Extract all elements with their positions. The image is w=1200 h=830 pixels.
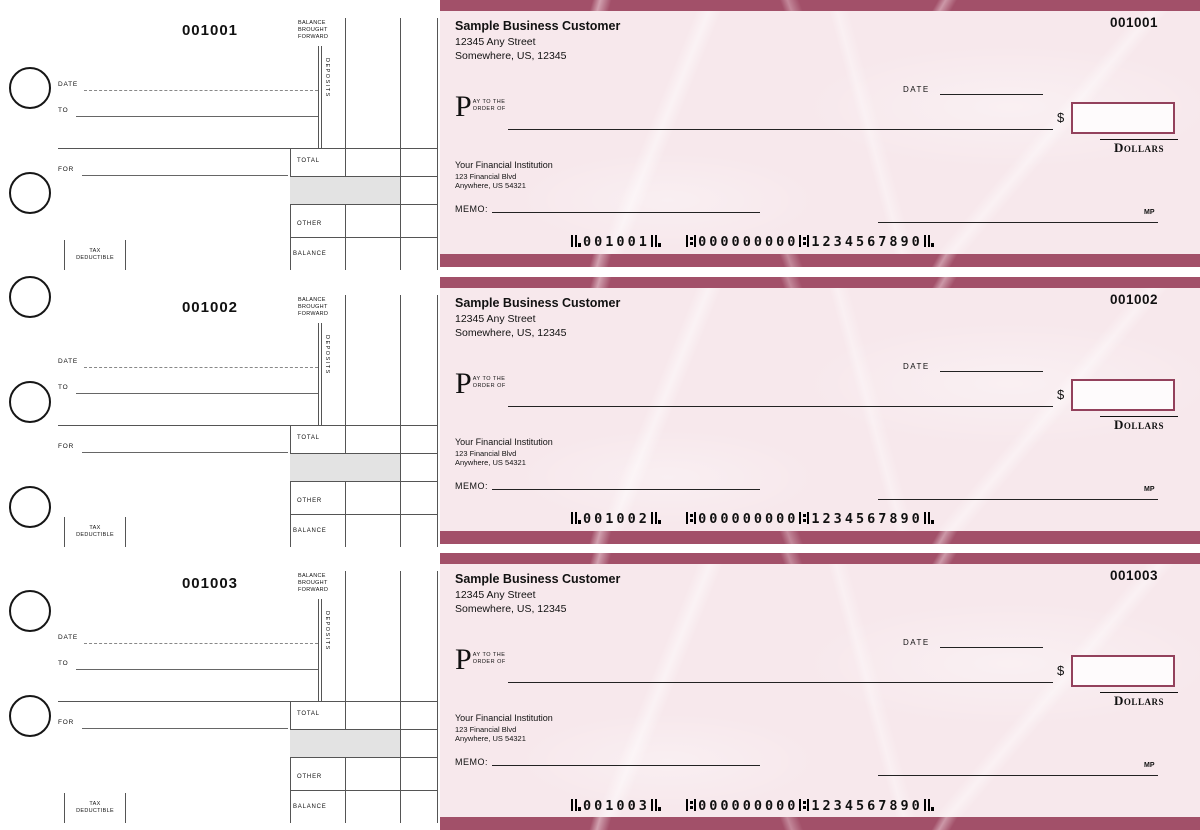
bbf-line: BALANCE [298,20,326,26]
order-of-label: ORDER OF [472,382,506,389]
stub-shaded-cell [290,454,400,481]
deposits-label: DEPOSITS [324,611,330,652]
signature-line [878,207,1158,223]
punch-hole [9,486,51,528]
date-label: DATE [903,361,930,371]
payer-address-line2: Somewhere, US, 12345 [455,326,567,339]
stub-row-divider [290,481,437,482]
marble-band-bottom [440,531,1200,544]
check-row [0,0,1200,277]
bbf-line: BROUGHT [298,580,328,587]
date-line [940,632,1043,648]
stub-date-label: DATE [58,634,79,642]
memo-line [492,474,760,490]
date-line [940,356,1043,372]
punch-hole [9,172,51,214]
stub-column-divider [400,18,401,270]
punch-hole [9,276,51,318]
balance-brought-forward-label [298,573,328,594]
check-stub [0,0,440,277]
stub-row-divider [290,790,437,791]
pay-to-order-lines [473,99,506,122]
bbf-line: BALANCE [298,573,326,580]
micr-line: 001002 000000000 1234567890 [570,511,936,527]
pay-to-the-label: AY TO THE [472,99,506,105]
stub-column-divider [345,295,346,547]
stub-for-line [82,728,288,729]
check-stub [0,277,440,554]
stub-deposits-divider [321,599,322,701]
stub-date-line [84,367,318,368]
dollars-label: Dollars [1100,416,1178,433]
stub-column-divider [345,571,346,823]
date-label: DATE [903,638,930,648]
order-of-label: ORDER OF [472,106,506,112]
check [440,0,1200,267]
stub-deposits-divider [318,599,319,701]
micr-line: 001003 000000000 1234567890 [570,798,936,814]
pay-to-the-order-of [455,366,506,400]
check-stub [0,553,440,830]
stub-total-label: TOTAL [297,434,320,441]
stub-row-divider [290,237,437,238]
stub-shaded-cell [290,177,400,204]
bank-address-line2: Anywhere, US 54321 [455,734,526,744]
stub-for-label: FOR [58,719,75,727]
stub-other-label: OTHER [297,774,322,781]
deposits-label: DEPOSITS [324,58,330,98]
punch-hole [9,695,51,737]
stub-column-divider [290,701,291,823]
deposits-label: DEPOSITS [324,334,330,375]
bbf-line: BROUGHT [298,303,328,310]
stub-total-label: TOTAL [297,158,320,164]
bbf-line: BROUGHT [298,27,328,33]
stub-balance-label: BALANCE [293,804,327,811]
amount-box [1071,655,1175,687]
pay-initial: P [455,366,472,400]
check-number: 001001 [1109,15,1158,30]
tax-deductible-box [64,240,126,270]
date-label: DATE [903,85,930,94]
payee-line [508,100,1053,130]
check [440,553,1200,830]
stub-row-divider [58,148,437,149]
memo-line [492,197,760,213]
stub-date-line [84,90,318,91]
stub-column-divider [437,18,438,270]
stub-shaded-cell [290,730,400,757]
stub-date-label: DATE [58,357,79,365]
tax-deductible-line: TAX [89,524,101,531]
pay-initial: P [455,643,472,677]
pay-to-the-label: AY TO THE [472,652,506,659]
stub-for-label: FOR [58,442,75,450]
pay-to-order-lines [473,652,506,675]
tax-deductible-box [64,793,126,823]
mp-label: MP [1144,762,1155,770]
stub-balance-label: BALANCE [293,251,327,257]
bank-name: Your Financial Institution [455,160,553,170]
dollars-label: Dollars [1100,692,1178,709]
mp-label: MP [1144,485,1155,493]
payer-address-line1: 12345 Any Street [455,312,536,325]
pay-initial: P [455,90,472,123]
tax-deductible-label [76,801,114,815]
payer-address-line1: 12345 Any Street [455,36,536,48]
stub-deposits-divider [318,46,319,148]
stub-check-number: 001001 [181,22,239,39]
tax-deductible-line: DEDUCTIBLE [76,531,114,538]
stub-to-label: TO [58,383,69,391]
punch-hole [9,590,51,632]
stub-row-divider [58,425,437,426]
bank-address-line2: Anywhere, US 54321 [455,457,526,467]
stub-deposits-divider [318,323,319,425]
dollars-label: Dollars [1100,139,1178,156]
micr-line: 001001 000000000 1234567890 [570,234,936,250]
stub-to-label: TO [58,660,69,668]
stub-for-label: FOR [58,166,75,173]
check [440,277,1200,544]
stub-column-divider [437,571,438,823]
stub-row-divider [290,204,437,205]
bank-name: Your Financial Institution [455,436,553,447]
stub-column-divider [290,425,291,547]
order-of-label: ORDER OF [472,659,506,666]
stub-for-line [82,175,288,176]
stub-row-divider [290,514,437,515]
stub-column-divider [400,571,401,823]
check-row [0,277,1200,554]
punch-holes [0,0,60,830]
stub-deposits-divider [321,46,322,148]
dollar-sign: $ [1057,110,1065,125]
stub-column-divider [290,148,291,270]
stub-to-line [76,116,318,117]
pay-to-the-label: AY TO THE [472,375,506,382]
payer-name: Sample Business Customer [455,572,621,587]
mp-label: MP [1144,209,1155,216]
payee-line [508,653,1053,683]
stub-to-label: TO [58,107,69,114]
tax-deductible-label [76,525,114,539]
stub-column-divider [345,18,346,270]
stub-check-number: 001002 [181,298,239,316]
stub-deposits-divider [321,323,322,425]
stub-check-number: 001003 [181,575,239,593]
memo-label: MEMO: [455,204,488,214]
tax-deductible-label [76,248,114,262]
punch-hole [9,381,51,423]
stub-row-divider [290,757,437,758]
stub-balance-label: BALANCE [293,527,327,534]
bbf-line: BALANCE [298,296,326,303]
pay-to-the-order-of [455,645,506,675]
pay-to-order-lines [473,376,506,399]
dollar-sign: $ [1057,386,1065,402]
bank-address-line1: 123 Financial Blvd [455,448,517,458]
bbf-line: FORWARD [298,310,329,317]
amount-box [1071,379,1175,411]
stub-column-divider [437,295,438,547]
payee-line [508,377,1053,407]
bbf-line: FORWARD [298,34,329,40]
bank-address-line2: Anywhere, US 54321 [455,181,526,190]
bank-address-line1: 123 Financial Blvd [455,725,517,735]
stub-total-label: TOTAL [297,711,320,718]
tax-deductible-line: TAX [89,801,101,808]
payer-name: Sample Business Customer [455,19,621,33]
stub-other-label: OTHER [297,497,322,504]
marble-band-bottom [440,817,1200,830]
bank-name: Your Financial Institution [455,713,553,724]
memo-line [492,750,760,766]
stub-other-label: OTHER [297,221,322,227]
memo-label: MEMO: [455,757,488,768]
marble-band-top [440,553,1200,564]
punch-hole [9,67,51,109]
amount-box [1071,102,1175,134]
bank-address-line1: 123 Financial Blvd [455,172,517,181]
tax-deductible-box [64,517,126,547]
balance-brought-forward-label [298,297,328,318]
check-row [0,553,1200,830]
memo-label: MEMO: [455,480,488,491]
payer-address-line2: Somewhere, US, 12345 [455,603,567,616]
tax-deductible-line: DEDUCTIBLE [76,808,114,815]
bbf-line: FORWARD [298,587,329,594]
pay-to-the-order-of [455,92,506,122]
date-line [940,79,1043,95]
stub-row-divider [58,701,437,702]
tax-deductible-line: DEDUCTIBLE [76,255,114,261]
payer-address-line2: Somewhere, US, 12345 [455,50,567,62]
signature-line [878,760,1158,776]
dollar-sign: $ [1057,663,1065,679]
payer-name: Sample Business Customer [455,295,621,310]
check-number: 001003 [1109,568,1158,584]
check-number: 001002 [1109,291,1158,307]
marble-band-bottom [440,254,1200,267]
stub-column-divider [400,295,401,547]
stub-date-label: DATE [58,81,79,88]
signature-line [878,484,1158,500]
stub-for-line [82,452,288,453]
stub-date-line [84,643,318,644]
marble-band-top [440,0,1200,11]
marble-band-top [440,277,1200,288]
stub-to-line [76,393,318,394]
tax-deductible-line: TAX [89,248,101,254]
balance-brought-forward-label [298,20,328,41]
stub-to-line [76,669,318,670]
payer-address-line1: 12345 Any Street [455,589,536,602]
